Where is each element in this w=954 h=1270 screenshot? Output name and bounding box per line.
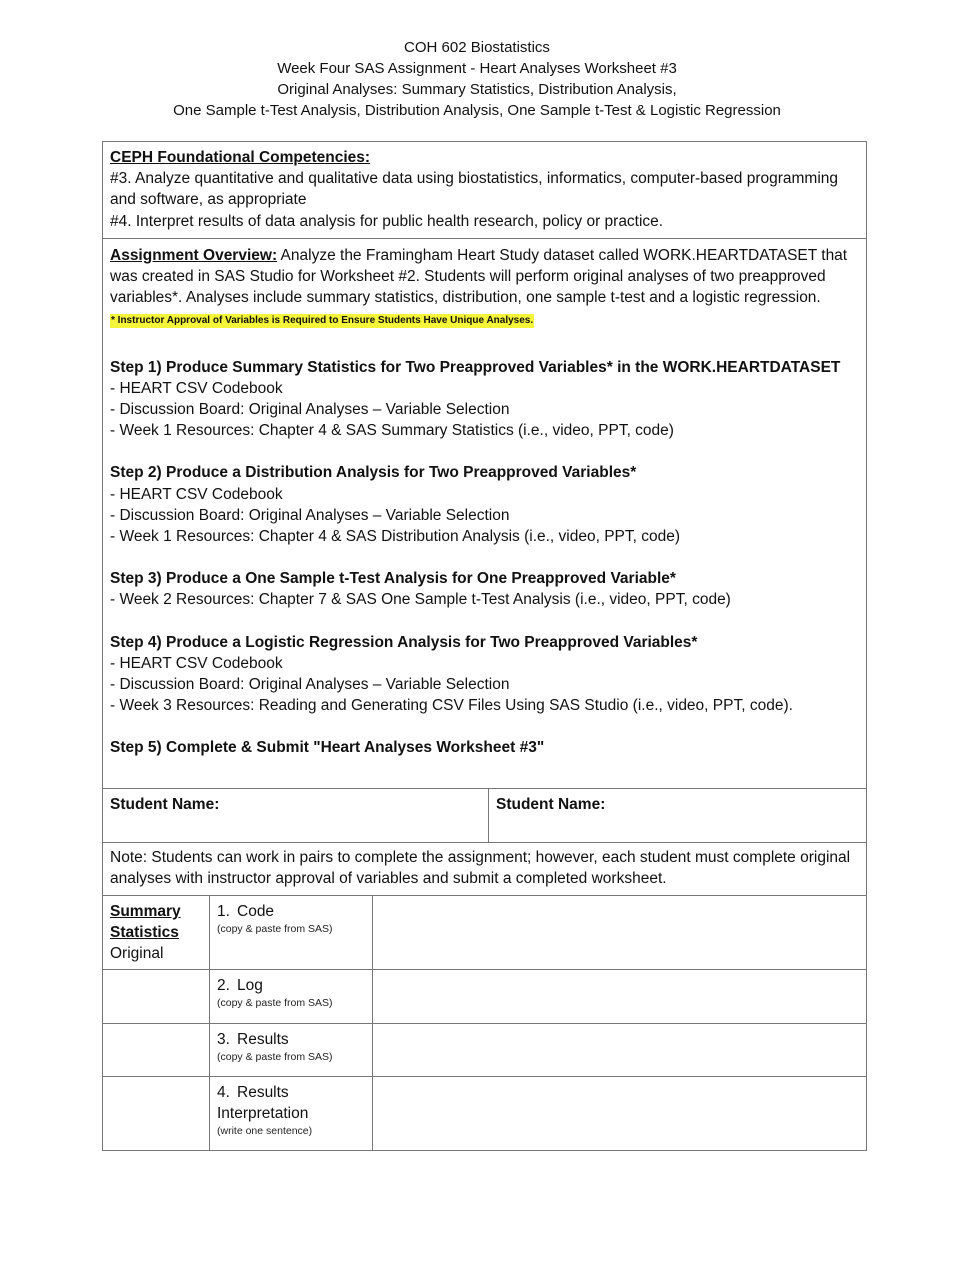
step-1-line: - Discussion Board: Original Analyses – Variable Selection [110, 401, 510, 419]
row-label-text: Log [237, 976, 263, 994]
results-answer-field[interactable] [373, 1024, 866, 1076]
section-label [103, 896, 210, 969]
row-label-text: Results [237, 1030, 289, 1048]
table-row [103, 1023, 866, 1076]
section-subtitle: Original [110, 945, 164, 963]
analyses-line: Original Analyses: Summary Statistics, Distribution Analysis, [277, 81, 677, 98]
code-answer-field[interactable] [373, 896, 866, 969]
row-number: 4. [217, 1083, 230, 1101]
step-2-title: Step 2) Produce a Distribution Analysis for Two Preapproved Variables* [110, 464, 637, 482]
section-title: Summary [110, 902, 181, 920]
section-label-empty [103, 1077, 210, 1150]
student-name-field[interactable] [103, 789, 489, 842]
row-label [210, 896, 373, 969]
table-row [103, 895, 866, 969]
step-4-line: - HEART CSV Codebook [110, 654, 283, 672]
section-label-empty [103, 1024, 210, 1076]
row-hint: (copy & paste from SAS) [217, 1050, 333, 1063]
competency-4: #4. Interpret results of data analysis for public health research, policy or practice. [110, 212, 664, 230]
row-number: 3. [217, 1030, 230, 1048]
row-number: 1. [217, 902, 230, 920]
step-4-title: Step 4) Produce a Logistic Regression Analysis for Two Preapproved Variables* [110, 633, 698, 651]
row-label-text: Interpretation [217, 1104, 309, 1122]
instructor-approval-note: * Instructor Approval of Variables is Required to Ensure Students Have Unique Analyses. [111, 315, 534, 327]
student-name-label: Student Name: [110, 795, 220, 813]
pairs-note: Note: Students can work in pairs to complete the assignment; however, each student must complete original analyses with instructor approval of variables and submit a completed worksheet. [103, 842, 866, 895]
row-hint: (write one sentence) [217, 1125, 313, 1138]
row-label-text: Code [237, 902, 275, 920]
assignment-title: Week Four SAS Assignment - Heart Analyses Worksheet #3 [277, 60, 677, 77]
overview-section [103, 238, 866, 788]
row-hint: (copy & paste from SAS) [217, 996, 333, 1009]
row-label [210, 970, 373, 1023]
step-5-title: Step 5) Complete & Submit "Heart Analyses Worksheet #3" [110, 739, 545, 757]
competency-3: #3. Analyze quantitative and qualitative data using biostatistics, informatics, computer-based programming and software, as appropriate [110, 170, 839, 209]
step-1-line: - HEART CSV Codebook [110, 379, 283, 397]
step-3-line: - Week 2 Resources: Chapter 7 & SAS One Sample t-Test Analysis (i.e., video, PPT, code) [110, 591, 731, 609]
analyses-line-2: One Sample t-Test Analysis, Distribution Analysis, One Sample t-Test & Logistic Regression [173, 102, 781, 119]
step-2-line: - Week 1 Resources: Chapter 4 & SAS Distribution Analysis (i.e., video, PPT, code) [110, 528, 681, 546]
step-2-line: - HEART CSV Codebook [110, 485, 283, 503]
row-label [210, 1077, 373, 1150]
row-number: 2. [217, 976, 230, 994]
log-answer-field[interactable] [373, 970, 866, 1023]
row-label-text: Results [237, 1083, 289, 1101]
section-title: Statistics [110, 923, 179, 941]
step-1-title: Step 1) Produce Summary Statistics for Two Preapproved Variables* in the WORK.HEARTDATASET [110, 358, 841, 376]
step-2-line: - Discussion Board: Original Analyses – Variable Selection [110, 506, 510, 524]
overview-title: Assignment Overview: [110, 246, 278, 264]
table-row [103, 969, 866, 1023]
overview-text: Analyze the Framingham Heart Study dataset called WORK.HEARTDATASET that was created in SAS Studio for Worksheet #2. Students will perform original analyses of two preapproved variables*. Analyses include summary statistics, distribution, one sample t-test and a logistic regression. [110, 246, 848, 307]
step-4-line: - Week 3 Resources: Reading and Generating CSV Files Using SAS Studio (i.e., video, PPT, code). [110, 697, 793, 715]
step-4-line: - Discussion Board: Original Analyses – Variable Selection [110, 676, 510, 694]
student-name-label: Student Name: [496, 795, 606, 813]
student-names-row [103, 788, 866, 842]
table-row [103, 1076, 866, 1150]
section-label-empty [103, 970, 210, 1023]
step-3-title: Step 3) Produce a One Sample t-Test Analysis for One Preapproved Variable* [110, 570, 676, 588]
step-1-line: - Week 1 Resources: Chapter 4 & SAS Summary Statistics (i.e., video, PPT, code) [110, 422, 674, 440]
competencies-section [103, 142, 866, 238]
student-name-field[interactable] [489, 789, 866, 842]
row-hint: (copy & paste from SAS) [217, 922, 333, 935]
document-header [0, 37, 954, 121]
competencies-title: CEPH Foundational Competencies: [110, 149, 371, 166]
row-label [210, 1024, 373, 1076]
interpretation-answer-field[interactable] [373, 1077, 866, 1150]
worksheet-table [102, 141, 867, 1151]
course-title: COH 602 Biostatistics [404, 39, 550, 56]
